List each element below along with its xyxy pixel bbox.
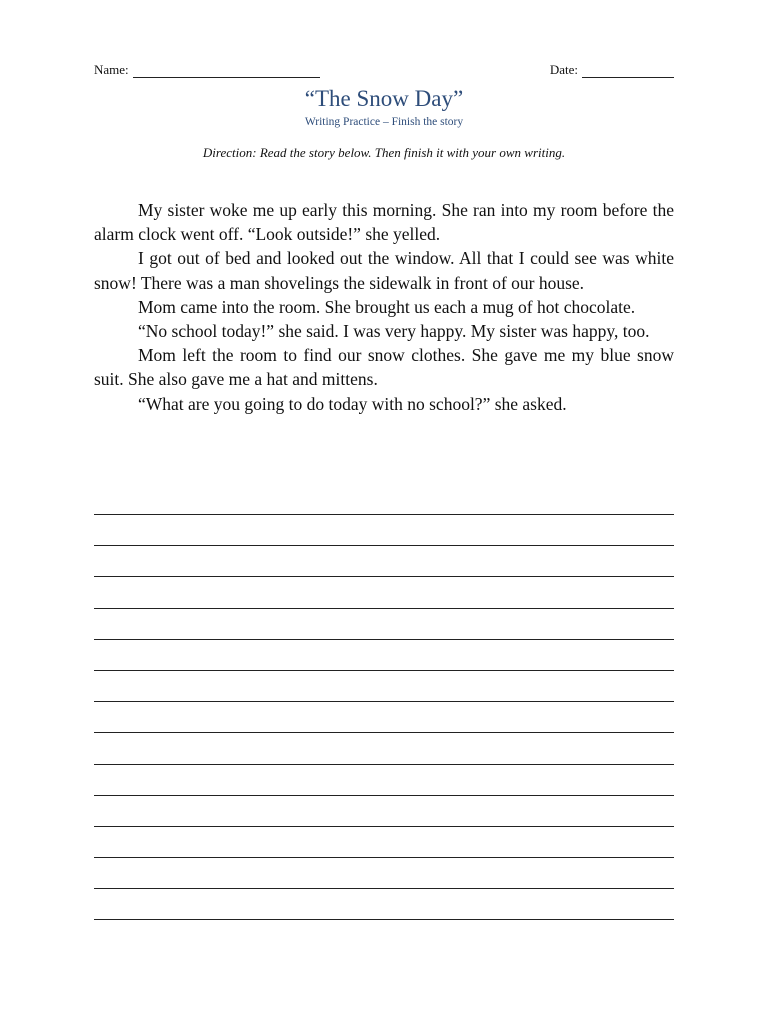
- writing-line[interactable]: [94, 919, 674, 920]
- story-paragraph: I got out of bed and looked out the window. All that I could see was white snow! There was a man shovelings the sidewalk in front of our house.: [94, 248, 674, 293]
- name-label: Name:: [94, 62, 129, 77]
- name-field: [94, 62, 320, 78]
- direction-text: Direction: Read the story below. Then finish it with your own writing.: [202, 145, 566, 160]
- writing-line[interactable]: [94, 732, 674, 733]
- writing-line[interactable]: [94, 701, 674, 702]
- writing-line[interactable]: [94, 514, 674, 515]
- writing-line[interactable]: [94, 545, 674, 546]
- story-paragraph: Mom left the room to find our snow clothes. She gave me my blue snow suit. She also gave me a hat and mittens.: [94, 345, 674, 390]
- story-text: [94, 198, 674, 416]
- writing-line[interactable]: [94, 795, 674, 796]
- writing-line[interactable]: [94, 764, 674, 765]
- story-paragraph: “No school today!” she said. I was very happy. My sister was happy, too.: [138, 321, 650, 342]
- writing-line[interactable]: [94, 857, 674, 858]
- story-paragraph: Mom came into the room. She brought us each a mug of hot chocolate.: [138, 296, 636, 317]
- writing-line[interactable]: [94, 639, 674, 640]
- writing-line[interactable]: [94, 888, 674, 889]
- story-paragraph: “What are you going to do today with no school?” she asked.: [138, 393, 567, 414]
- writing-line[interactable]: [94, 608, 674, 609]
- name-blank[interactable]: [133, 63, 320, 78]
- date-blank[interactable]: [582, 63, 674, 78]
- story-paragraph: My sister woke me up early this morning. She ran into my room before the alarm clock went off. “Look outside!” she yelled.: [94, 200, 674, 245]
- writing-line[interactable]: [94, 826, 674, 827]
- date-field: [550, 62, 674, 78]
- writing-line[interactable]: [94, 670, 674, 671]
- writing-line[interactable]: [94, 576, 674, 577]
- date-label: Date:: [549, 62, 578, 77]
- writing-lines: [94, 514, 674, 951]
- page-title: “The Snow Day”: [304, 86, 464, 111]
- page-subtitle: Writing Practice – Finish the story: [304, 116, 464, 128]
- header-row: [94, 62, 674, 80]
